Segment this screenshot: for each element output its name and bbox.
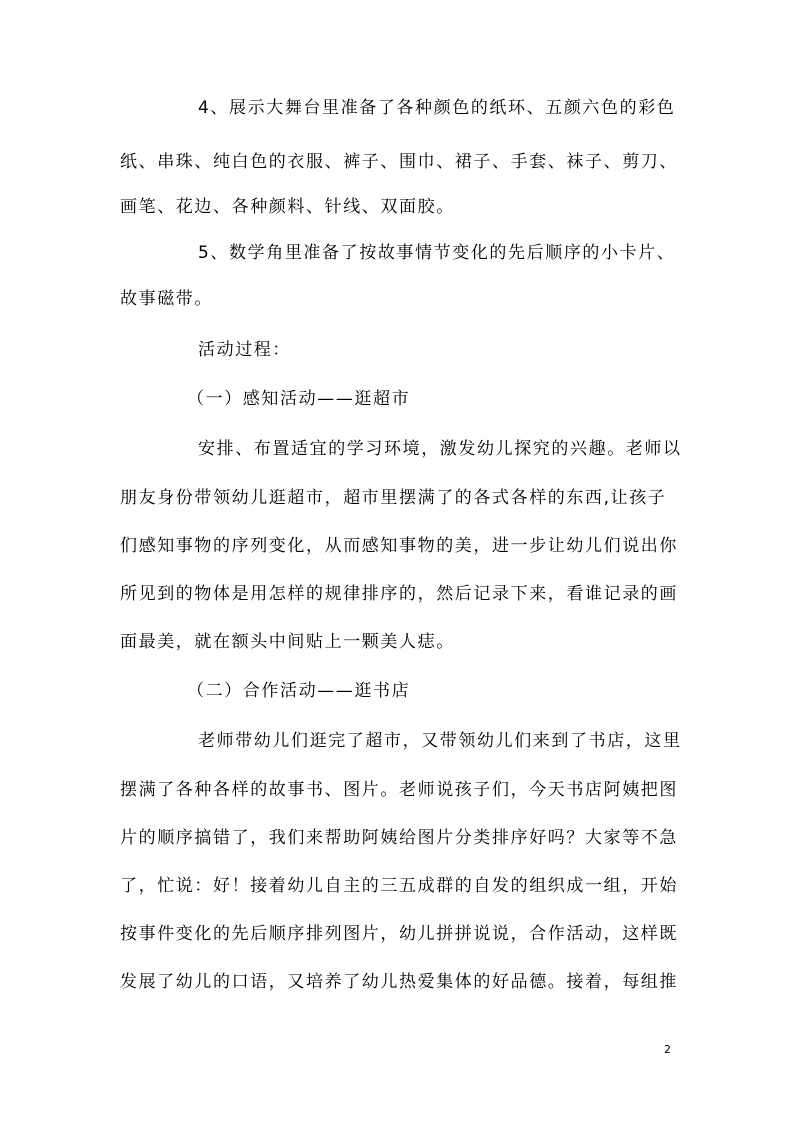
text-line-1: 4、展示大舞台里准备了各种颜色的纸环、五颜六色的彩色: [198, 98, 676, 118]
text-line-14: 老师带幼儿们逛完了超市，又带领幼儿们来到了书店，这里: [198, 731, 682, 751]
text-line-15: 摆满了各种各样的故事书、图片。老师说孩子们，今天书店阿姨把图: [120, 780, 678, 800]
text-line-4: 5、数学角里准备了按故事情节变化的先后顺序的小卡片、: [198, 243, 676, 263]
text-line-18: 按事件变化的先后顺序排列图片，幼儿拼拼说说，合作活动，这样既: [120, 924, 678, 944]
text-line-10: 们感知事物的序列变化，从而感知事物的美，进一步让幼儿们说出你: [120, 536, 678, 556]
text-line-3: 画笔、花边、各种颜料、针线、双面胶。: [120, 197, 455, 217]
page-number: 2: [664, 1043, 671, 1056]
text-line-17: 了，忙说：好！接着幼儿自主的三五成群的自发的组织成一组，开始: [120, 876, 678, 896]
text-line-8: 安排、布置适宜的学习环境，激发幼儿探究的兴趣。老师以: [198, 439, 682, 459]
text-line-12: 面最美，就在额头中间贴上一颗美人痣。: [120, 632, 455, 652]
text-line-5: 故事磁带。: [120, 289, 213, 309]
section-heading-1: （一）感知活动——逛超市: [187, 389, 411, 409]
text-line-16: 片的顺序搞错了，我们来帮助阿姨给图片分类排序好吗？大家等不急: [120, 828, 678, 848]
text-line-11: 所见到的物体是用怎样的规律排序的，然后记录下来，看谁记录的画: [120, 584, 678, 604]
text-line-9: 朋友身份带领幼儿逛超市，超市里摆满了的各式各样的东西,让孩子: [120, 488, 667, 508]
text-line-19: 发展了幼儿的口语，又培养了幼儿热爱集体的好品德。接着，每组推: [120, 972, 678, 992]
text-line-2: 纸、串珠、纯白色的衣服、裤子、围巾、裙子、手套、袜子、剪刀、: [120, 152, 678, 172]
section-heading-2: （二）合作活动——逛书店: [187, 681, 411, 701]
text-line-6: 活动过程：: [198, 340, 291, 360]
